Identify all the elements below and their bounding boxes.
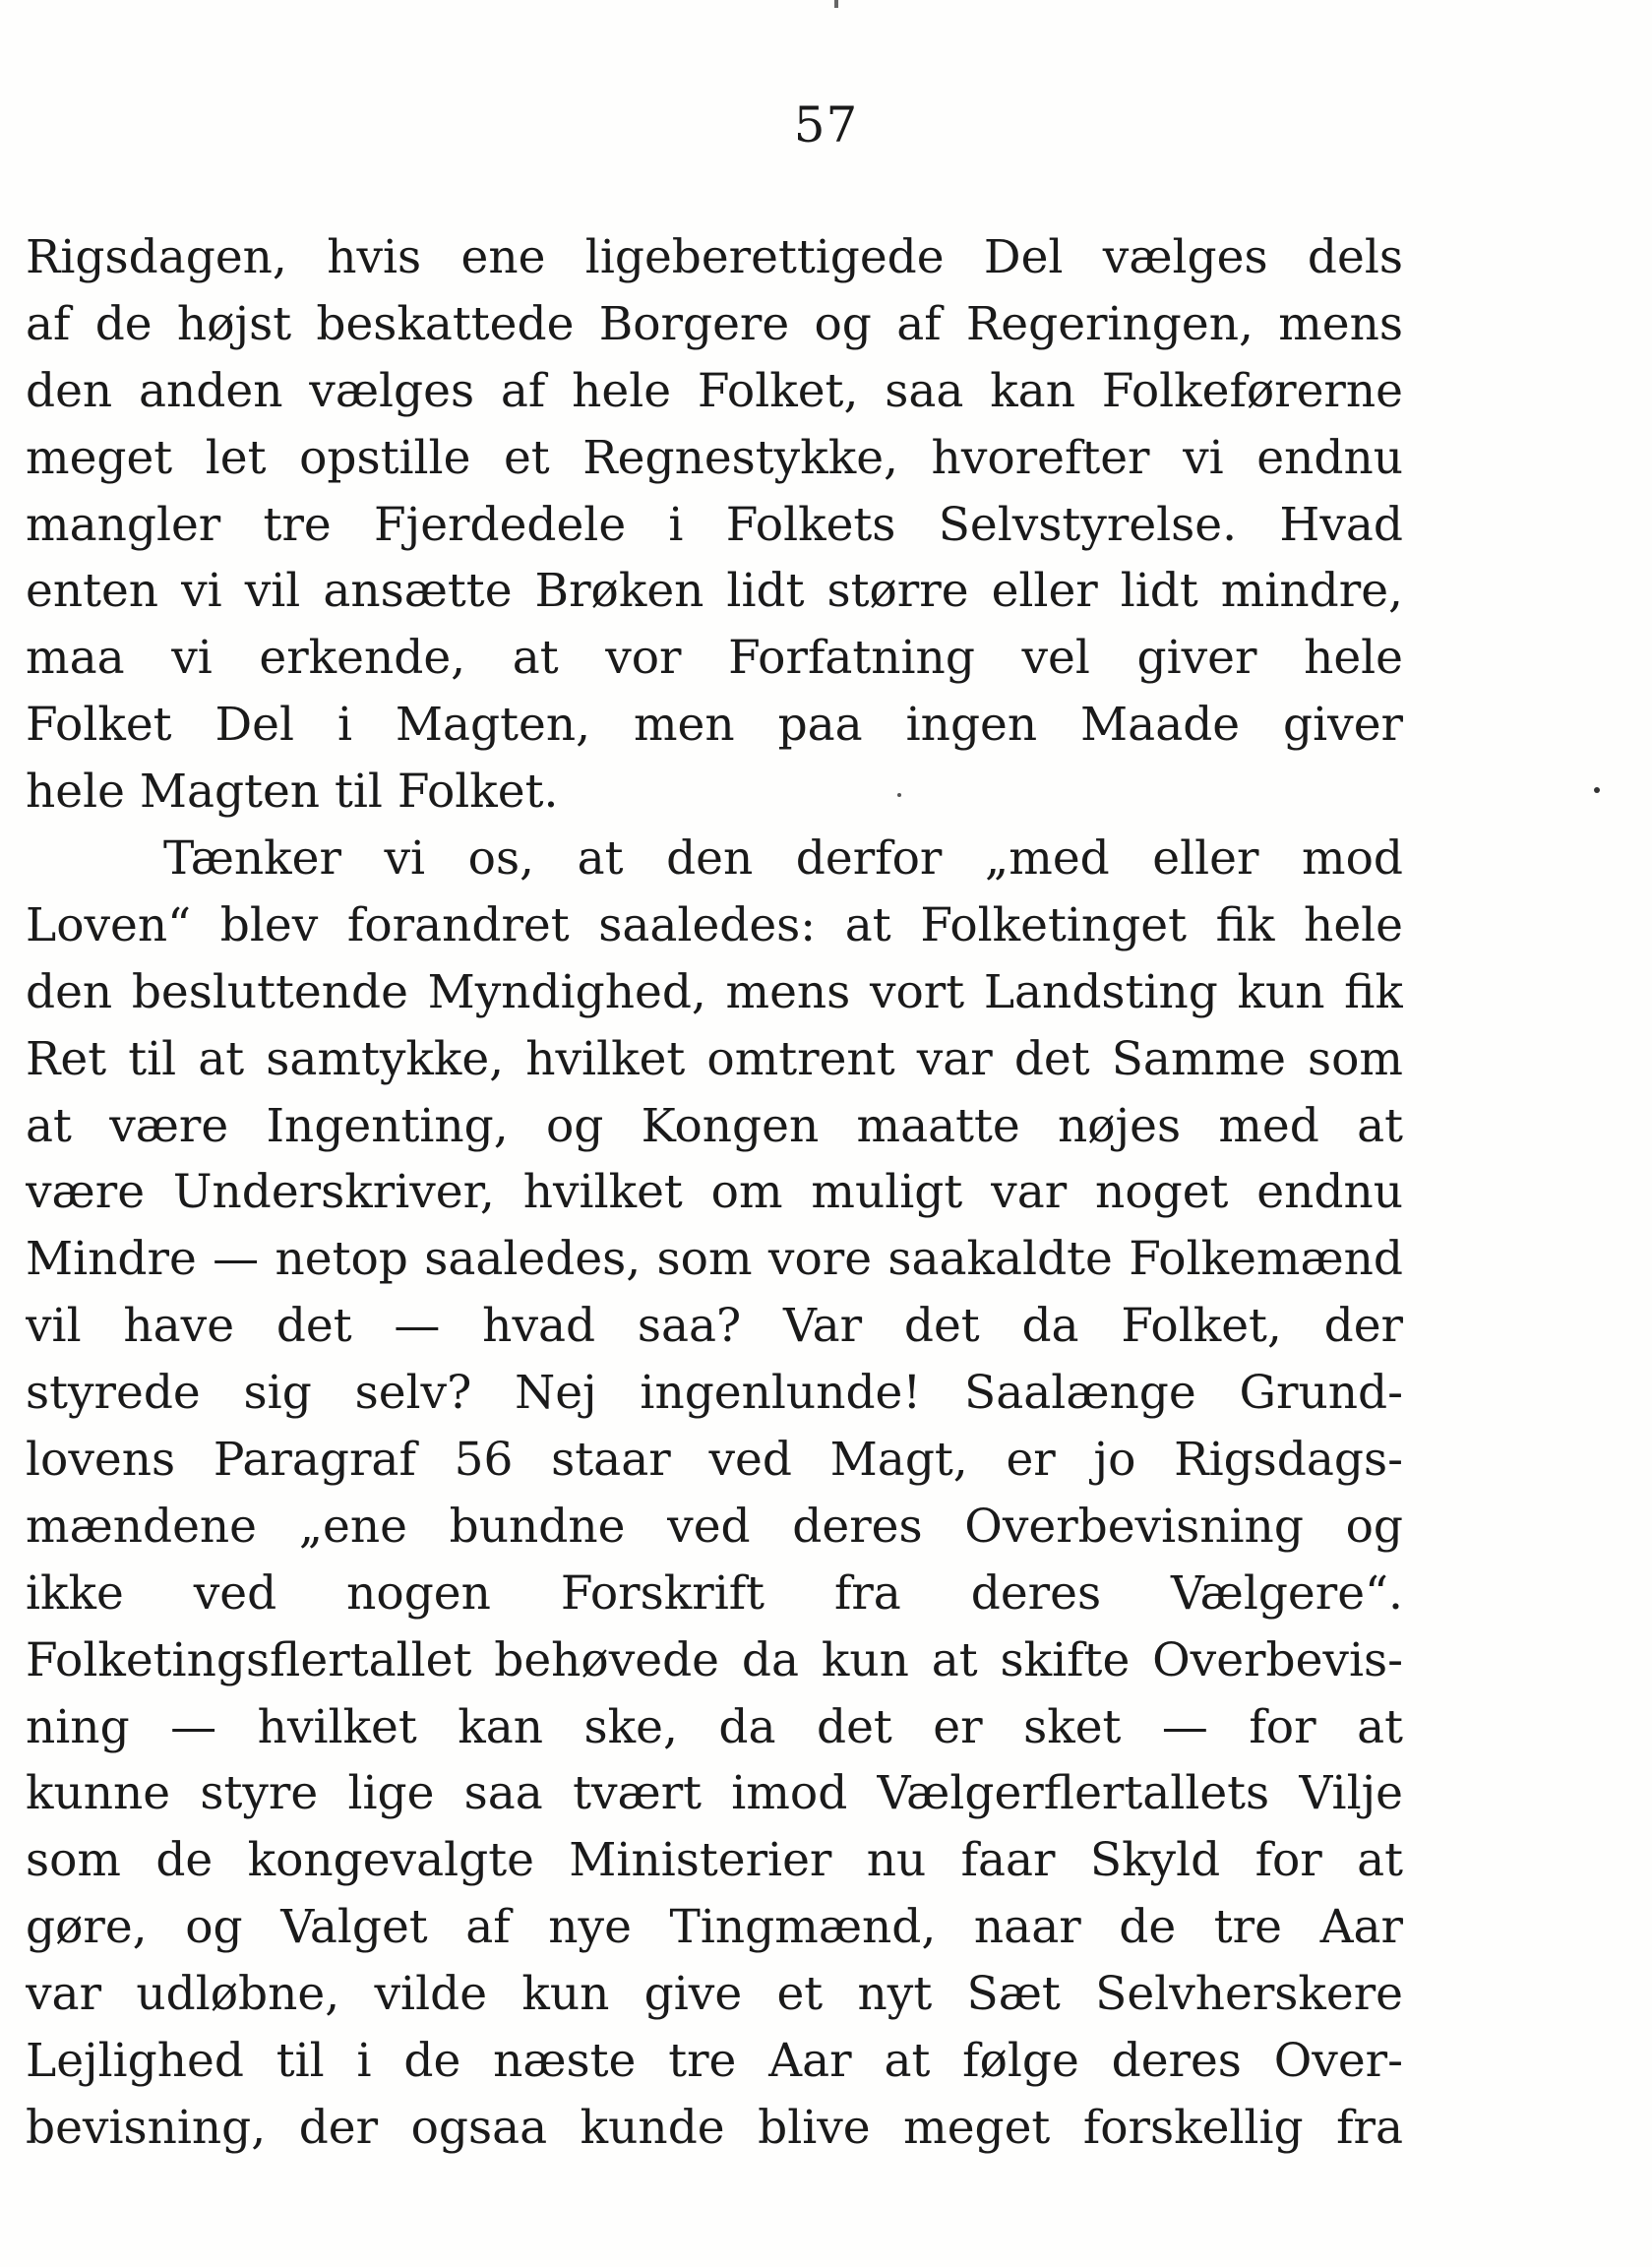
text-line: ikke ved nogen Forskrift fra deres Vælgere“.: [26, 1565, 1403, 1621]
paper-speck: [897, 793, 901, 797]
text-line: den anden vælges af hele Folket, saa kan Folkeførerne: [26, 363, 1403, 418]
text-line: maa vi erkende, at vor Forfatning vel giver hele: [26, 631, 1403, 686]
text-line: at være Ingenting, og Kongen maatte nøjes med at: [26, 1098, 1403, 1153]
top-edge-mark: [834, 0, 838, 8]
text-line: Rigsdagen, hvis ene ligeberettigede Del vælges dels: [26, 230, 1403, 284]
text-line: være Underskriver, hvilket om muligt var noget endnu: [26, 1165, 1403, 1220]
text-line: Loven“ blev forandret saaledes: at Folketinget fik hele: [26, 897, 1403, 952]
text-line: den besluttende Myndighed, mens vort Landsting kun fik: [26, 964, 1403, 1019]
text-line: hele Magten til Folket.: [26, 765, 559, 820]
paragraph-2: [26, 826, 1403, 2162]
text-line: gøre, og Valget af nye Tingmænd, naar de tre Aar: [26, 1900, 1403, 1955]
text-line: mangler tre Fjerdedele i Folkets Selvstyrelse. Hvad: [26, 497, 1403, 552]
text-line: Folketingsflertallet behøvede da kun at skifte Overbevis-: [26, 1632, 1403, 1687]
text-line: mændene „ene bundne ved deres Overbevisning og: [26, 1499, 1403, 1554]
text-line: Folket Del i Magten, men paa ingen Maade giver: [26, 698, 1403, 753]
text-line: af de højst beskattede Borgere og af Regeringen, mens: [26, 296, 1403, 351]
text-line: var udløbne, vilde kun give et nyt Sæt Selvherskere: [26, 1967, 1403, 2022]
paper-speck: [1594, 787, 1600, 793]
page-number: 57: [793, 96, 859, 153]
text-line: lovens Paragraf 56 staar ved Magt, er jo Rigsdags-: [26, 1433, 1403, 1488]
text-line: kunne styre lige saa tvært imod Vælgerflertallets Vilje: [26, 1766, 1403, 1821]
text-line: som de kongevalgte Ministerier nu faar Skyld for at: [26, 1833, 1403, 1888]
text-line: Mindre — netop saaledes, som vore saakaldte Folkemænd: [26, 1232, 1403, 1287]
text-line: styrede sig selv? Nej ingenlunde! Saalænge Grund-: [26, 1366, 1403, 1421]
text-line: bevisning, der ogsaa kunde blive meget forskellig fra: [26, 2100, 1403, 2155]
body-text: [26, 224, 1403, 2162]
text-line: Ret til at samtykke, hvilket omtrent var det Samme som: [26, 1031, 1403, 1086]
text-line: meget let opstille et Regnestykke, hvorefter vi endnu: [26, 430, 1403, 485]
text-line: Lejlighed til i de næste tre Aar at følge deres Over-: [26, 2034, 1403, 2089]
text-line: ning — hvilket kan ske, da det er sket — for at: [26, 1699, 1403, 1754]
text-line: Tænker vi os, at den derfor „med eller mod: [163, 831, 1403, 887]
paragraph-1: [26, 224, 1403, 826]
text-line: vil have det — hvad saa? Var det da Folket, der: [26, 1299, 1403, 1354]
text-line: enten vi vil ansætte Brøken lidt større eller lidt mindre,: [26, 564, 1403, 619]
